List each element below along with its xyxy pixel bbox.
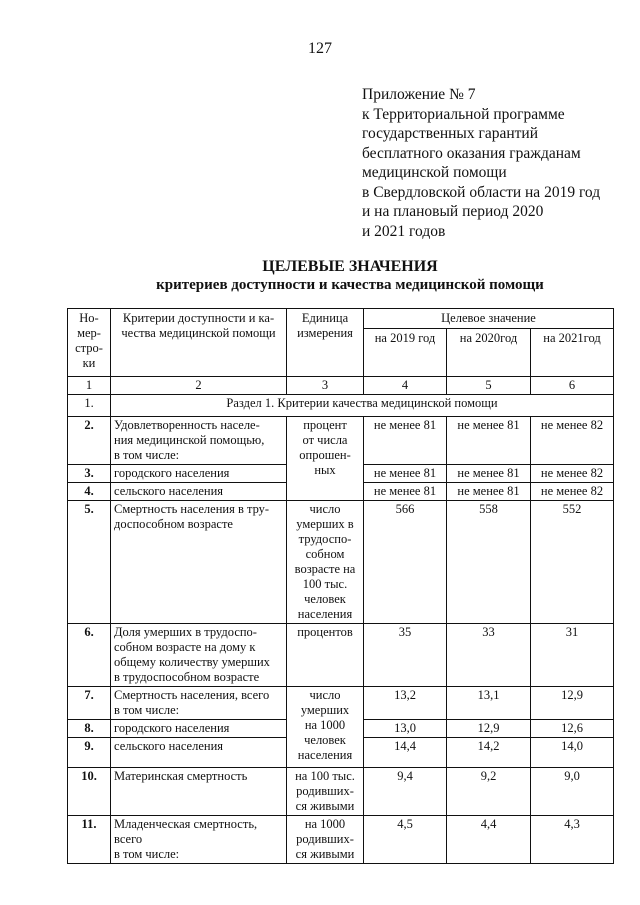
appendix-line: государственных гарантий: [362, 125, 538, 142]
header-unit: Единица измерения: [287, 309, 364, 377]
page-number: 127: [308, 40, 332, 57]
row-unit: на 1000 родивших- ся живыми: [287, 816, 364, 864]
value-2019: 4,5: [364, 816, 447, 864]
row-criteria: городского населения: [111, 720, 287, 738]
row-criteria: сельского населения: [111, 483, 287, 501]
header-criteria: Критерии доступности и ка- чества медицинской помощи: [111, 309, 287, 377]
value-2019: 566: [364, 501, 447, 624]
row-number: 2.: [68, 417, 111, 465]
row-criteria: городского населения: [111, 465, 287, 483]
row-criteria: Доля умерших в трудоспо- собном возрасте на дому к общему количеству умерших в трудоспособном возрасте: [111, 624, 287, 687]
row-unit: число умерших в трудоспо- собном возрасте на 100 тыс. человек населения: [287, 501, 364, 624]
value-2019: 35: [364, 624, 447, 687]
column-number: 6: [531, 377, 614, 395]
row-criteria: Смертность населения в тру- доспособном возрасте: [111, 501, 287, 624]
value-2020: 13,1: [447, 687, 531, 720]
value-2020: 4,4: [447, 816, 531, 864]
row-unit: на 100 тыс. родивших- ся живыми: [287, 768, 364, 816]
row-unit: процентов: [287, 624, 364, 687]
row-number: 4.: [68, 483, 111, 501]
criteria-table: [67, 308, 614, 864]
column-number-row: [68, 377, 614, 395]
value-2021: не менее 82: [531, 483, 614, 501]
section-row: [68, 395, 614, 417]
appendix-line: бесплатного оказания гражданам: [362, 144, 581, 162]
value-2020: 558: [447, 501, 531, 624]
appendix-line: и 2021 годов: [362, 222, 446, 240]
appendix-note: [362, 85, 632, 241]
table-row: [68, 687, 614, 720]
header-year-2021: на 2021год: [531, 329, 614, 377]
column-number: 5: [447, 377, 531, 395]
value-2020: 33: [447, 624, 531, 687]
value-2019: не менее 81: [364, 483, 447, 501]
column-number: 2: [111, 377, 287, 395]
table-row: [68, 816, 614, 864]
value-2021: 552: [531, 501, 614, 624]
value-2021: не менее 82: [531, 465, 614, 483]
value-2019: не менее 81: [364, 417, 447, 465]
appendix-line: медицинской помощи: [362, 164, 507, 181]
row-number: 5.: [68, 501, 111, 624]
value-2021: 4,3: [531, 816, 614, 864]
row-unit: число умерших на 1000 человек населения: [287, 687, 364, 768]
table-row: [68, 501, 614, 624]
header-row-number: Но- мер- стро- ки: [68, 309, 111, 377]
value-2019: не менее 81: [364, 465, 447, 483]
appendix-line: в Свердловской области на 2019 год: [362, 183, 601, 201]
row-number: 7.: [68, 687, 111, 720]
value-2019: 9,4: [364, 768, 447, 816]
row-number: 11.: [68, 816, 111, 864]
table-header-row: [68, 309, 614, 329]
header-target-value: Целевое значение: [364, 309, 614, 329]
row-number: 6.: [68, 624, 111, 687]
value-2021: 12,9: [531, 687, 614, 720]
column-number: 1: [68, 377, 111, 395]
row-number: 3.: [68, 465, 111, 483]
header-year-2020: на 2020год: [447, 329, 531, 377]
appendix-line: к Территориальной программе: [362, 105, 565, 123]
value-2021: 31: [531, 624, 614, 687]
row-number: 8.: [68, 720, 111, 738]
value-2019: 14,4: [364, 738, 447, 768]
value-2019: 13,0: [364, 720, 447, 738]
row-number: 9.: [68, 738, 111, 768]
table-row: [68, 768, 614, 816]
column-number: 4: [364, 377, 447, 395]
section-title: Раздел 1. Критерии качества медицинской помощи: [111, 395, 614, 417]
appendix-line: Приложение № 7: [362, 86, 476, 103]
value-2020: не менее 81: [447, 483, 531, 501]
document-title: ЦЕЛЕВЫЕ ЗНАЧЕНИЯ: [262, 258, 438, 275]
value-2020: не менее 81: [447, 417, 531, 465]
value-2020: 14,2: [447, 738, 531, 768]
value-2021: 12,6: [531, 720, 614, 738]
row-criteria: Смертность населения, всего в том числе:: [111, 687, 287, 720]
table-row: [68, 417, 614, 465]
appendix-line: и на плановый период 2020: [362, 203, 544, 220]
value-2020: не менее 81: [447, 465, 531, 483]
row-number: 10.: [68, 768, 111, 816]
row-criteria: сельского населения: [111, 738, 287, 768]
value-2021: 14,0: [531, 738, 614, 768]
section-number: 1.: [68, 395, 111, 417]
column-number: 3: [287, 377, 364, 395]
row-criteria: Младенческая смертность, всего в том числе:: [111, 816, 287, 864]
value-2020: 12,9: [447, 720, 531, 738]
value-2020: 9,2: [447, 768, 531, 816]
row-criteria: Материнская смертность: [111, 768, 287, 816]
header-year-2019: на 2019 год: [364, 329, 447, 377]
value-2021: 9,0: [531, 768, 614, 816]
row-unit: процент от числа опрошен- ных: [287, 417, 364, 501]
value-2021: не менее 82: [531, 417, 614, 465]
table-row: [68, 624, 614, 687]
value-2019: 13,2: [364, 687, 447, 720]
row-criteria: Удовлетворенность населе- ния медицинской помощью, в том числе:: [111, 417, 287, 465]
document-subtitle: критериев доступности и качества медицинской помощи: [156, 277, 544, 293]
